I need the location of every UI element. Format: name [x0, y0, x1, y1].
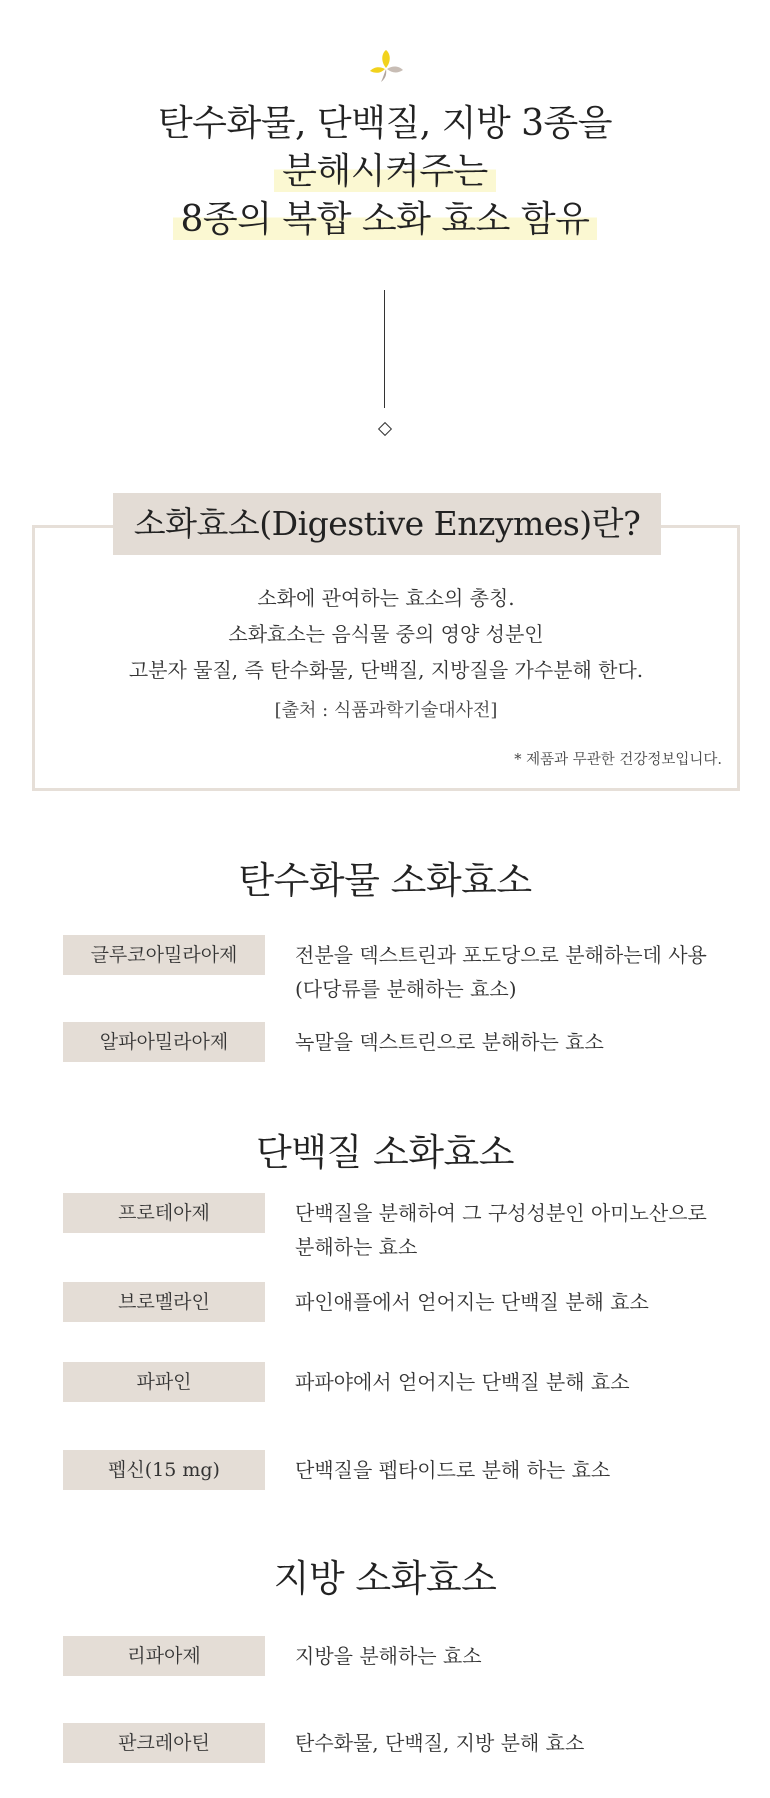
enzyme-desc-line: 분해하는 효소 — [295, 1235, 418, 1259]
leaf-sprout-icon — [361, 40, 411, 90]
definition-line-3: 고분자 물질, 즉 탄수화물, 단백질, 지방질을 가수분해 한다. — [128, 658, 644, 682]
headline-line-2: 분해시켜주는 — [274, 151, 496, 192]
headline-line-3: 8종의 복합 소화 효소 함유 — [173, 199, 598, 240]
enzyme-label: 판크레아틴 — [63, 1723, 265, 1763]
enzyme-label: 펩신(15 mg) — [63, 1450, 265, 1490]
enzyme-desc-line: 단백질을 펩타이드로 분해 하는 효소 — [295, 1458, 611, 1482]
enzyme-desc-line: 단백질을 분해하여 그 구성성분인 아미노산으로 — [295, 1201, 707, 1225]
definition-note: * 제품과 무관한 건강정보입니다. — [514, 752, 722, 768]
definition-source: [출처 : 식품과학기술대사전] — [274, 700, 498, 721]
vertical-divider — [384, 290, 385, 408]
enzyme-description — [295, 1196, 745, 1264]
enzyme-desc-line: (다당류를 분해하는 효소) — [295, 977, 517, 1001]
definition-line-1: 소화에 관여하는 효소의 총칭. — [257, 586, 515, 610]
enzyme-label: 알파아밀라아제 — [63, 1022, 265, 1062]
enzyme-description — [295, 938, 745, 1006]
enzyme-desc-line: 전분을 덱스트린과 포도당으로 분해하는데 사용 — [295, 943, 707, 967]
enzyme-description — [295, 1285, 745, 1319]
enzyme-description — [295, 1365, 745, 1399]
enzyme-desc-line: 파파야에서 얻어지는 단백질 분해 효소 — [295, 1370, 630, 1394]
enzyme-description — [295, 1025, 745, 1059]
section-title-protein: 단백질 소화효소 — [256, 1131, 514, 1174]
enzyme-label: 글루코아밀라아제 — [63, 935, 265, 975]
enzyme-label: 프로테아제 — [63, 1193, 265, 1233]
enzyme-label: 브로멜라인 — [63, 1282, 265, 1322]
enzyme-label: 리파아제 — [63, 1636, 265, 1676]
section-title-carbohydrate: 탄수화물 소화효소 — [238, 859, 532, 902]
diamond-icon — [378, 422, 392, 436]
headline — [0, 100, 770, 244]
enzyme-desc-line: 녹말을 덱스트린으로 분해하는 효소 — [295, 1030, 604, 1054]
enzyme-desc-line: 탄수화물, 단백질, 지방 분해 효소 — [295, 1731, 585, 1755]
enzyme-desc-line: 파인애플에서 얻어지는 단백질 분해 효소 — [295, 1290, 649, 1314]
definition-line-2: 소화효소는 음식물 중의 영양 성분인 — [228, 622, 544, 646]
section-title-fat: 지방 소화효소 — [273, 1557, 497, 1600]
definition-body — [32, 580, 740, 688]
enzyme-description — [295, 1639, 745, 1673]
enzyme-description — [295, 1726, 745, 1760]
enzyme-label: 파파인 — [63, 1362, 265, 1402]
enzyme-desc-line: 지방을 분해하는 효소 — [295, 1644, 482, 1668]
enzyme-description — [295, 1453, 745, 1487]
definition-title: 소화효소(Digestive Enzymes)란? — [113, 493, 661, 555]
headline-line-1: 탄수화물, 단백질, 지방 3종을 — [157, 103, 613, 144]
